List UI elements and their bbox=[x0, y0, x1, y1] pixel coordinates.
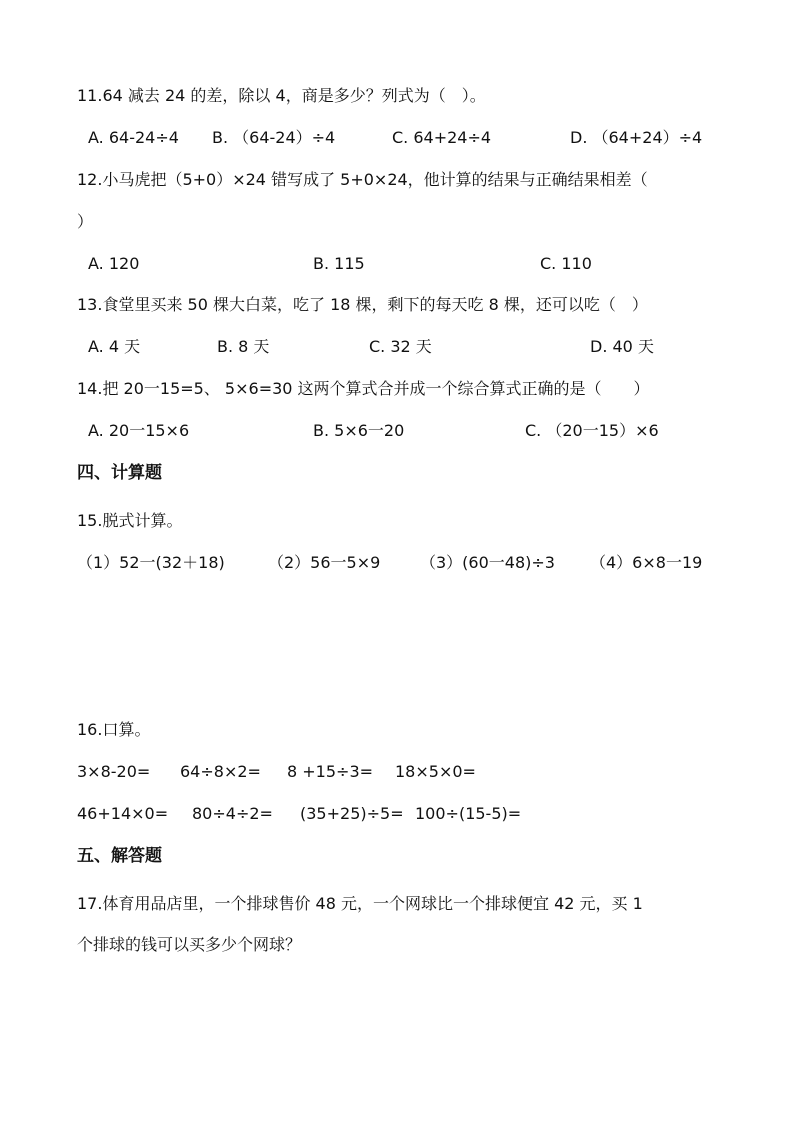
q12-option-a: A. 120 bbox=[88, 254, 140, 273]
q16-stem: 16.口算。 bbox=[77, 720, 151, 739]
q13-option-c: C. 32 天 bbox=[369, 337, 432, 356]
q11-option-c: C. 64+24÷4 bbox=[392, 128, 492, 147]
section-five-title: 五、解答题 bbox=[77, 846, 162, 866]
q13-stem: 13.食堂里买来 50 棵大白菜，吃了 18 棵，剩下的每天吃 8 棵，还可以吃（ ） bbox=[77, 295, 648, 314]
q11-stem: 11.64 减去 24 的差，除以 4，商是多少？列式为（ ）。 bbox=[77, 86, 486, 105]
section-four-title: 四、计算题 bbox=[77, 463, 162, 483]
q16-expr-4: 18×5×0= bbox=[395, 762, 476, 781]
q14-stem: 14.把 20一15=5、 5×6=30 这两个算式合并成一个综合算式正确的是（ ） bbox=[77, 379, 650, 398]
q13-option-b: B. 8 天 bbox=[217, 337, 270, 356]
q16-expr-8: 100÷(15-5)= bbox=[415, 804, 522, 823]
q12-stem-line2: ） bbox=[77, 212, 94, 231]
q15-item-2: （2）56一5×9 bbox=[268, 553, 381, 572]
q13-option-d: D. 40 天 bbox=[590, 337, 654, 356]
q16-expr-2: 64÷8×2= bbox=[180, 762, 261, 781]
q16-expr-1: 3×8-20= bbox=[77, 762, 151, 781]
q11-option-b: B. （64-24）÷4 bbox=[212, 128, 336, 147]
q13-option-a: A. 4 天 bbox=[88, 337, 141, 356]
q15-item-3: （3）(60一48)÷3 bbox=[420, 553, 555, 572]
q11-option-a: A. 64-24÷4 bbox=[88, 128, 179, 147]
q17-line1: 17.体育用品店里，一个排球售价 48 元，一个网球比一个排球便宜 42 元，买 1 bbox=[77, 894, 643, 913]
q16-expr-3: 8 +15÷3= bbox=[287, 762, 374, 781]
q14-option-a: A. 20一15×6 bbox=[88, 421, 190, 440]
q12-stem-line1: 12.小马虎把（5+0）×24 错写成了 5+0×24，他计算的结果与正确结果相差（ bbox=[77, 170, 648, 189]
q15-stem: 15.脱式计算。 bbox=[77, 511, 183, 530]
q16-expr-6: 80÷4÷2= bbox=[192, 804, 273, 823]
q11-option-d: D. （64+24）÷4 bbox=[570, 128, 703, 147]
q16-expr-7: (35+25)÷5= bbox=[300, 804, 404, 823]
q17-line2: 个排球的钱可以买多少个网球？ bbox=[77, 935, 302, 954]
q12-option-b: B. 115 bbox=[313, 254, 365, 273]
q15-item-4: （4）6×8一19 bbox=[590, 553, 703, 572]
q14-option-c: C. （20一15）×6 bbox=[525, 421, 659, 440]
q14-option-b: B. 5×6一20 bbox=[313, 421, 405, 440]
q16-expr-5: 46+14×0= bbox=[77, 804, 169, 823]
q15-item-1: （1）52一(32＋18) bbox=[77, 553, 225, 572]
q12-option-c: C. 110 bbox=[540, 254, 592, 273]
